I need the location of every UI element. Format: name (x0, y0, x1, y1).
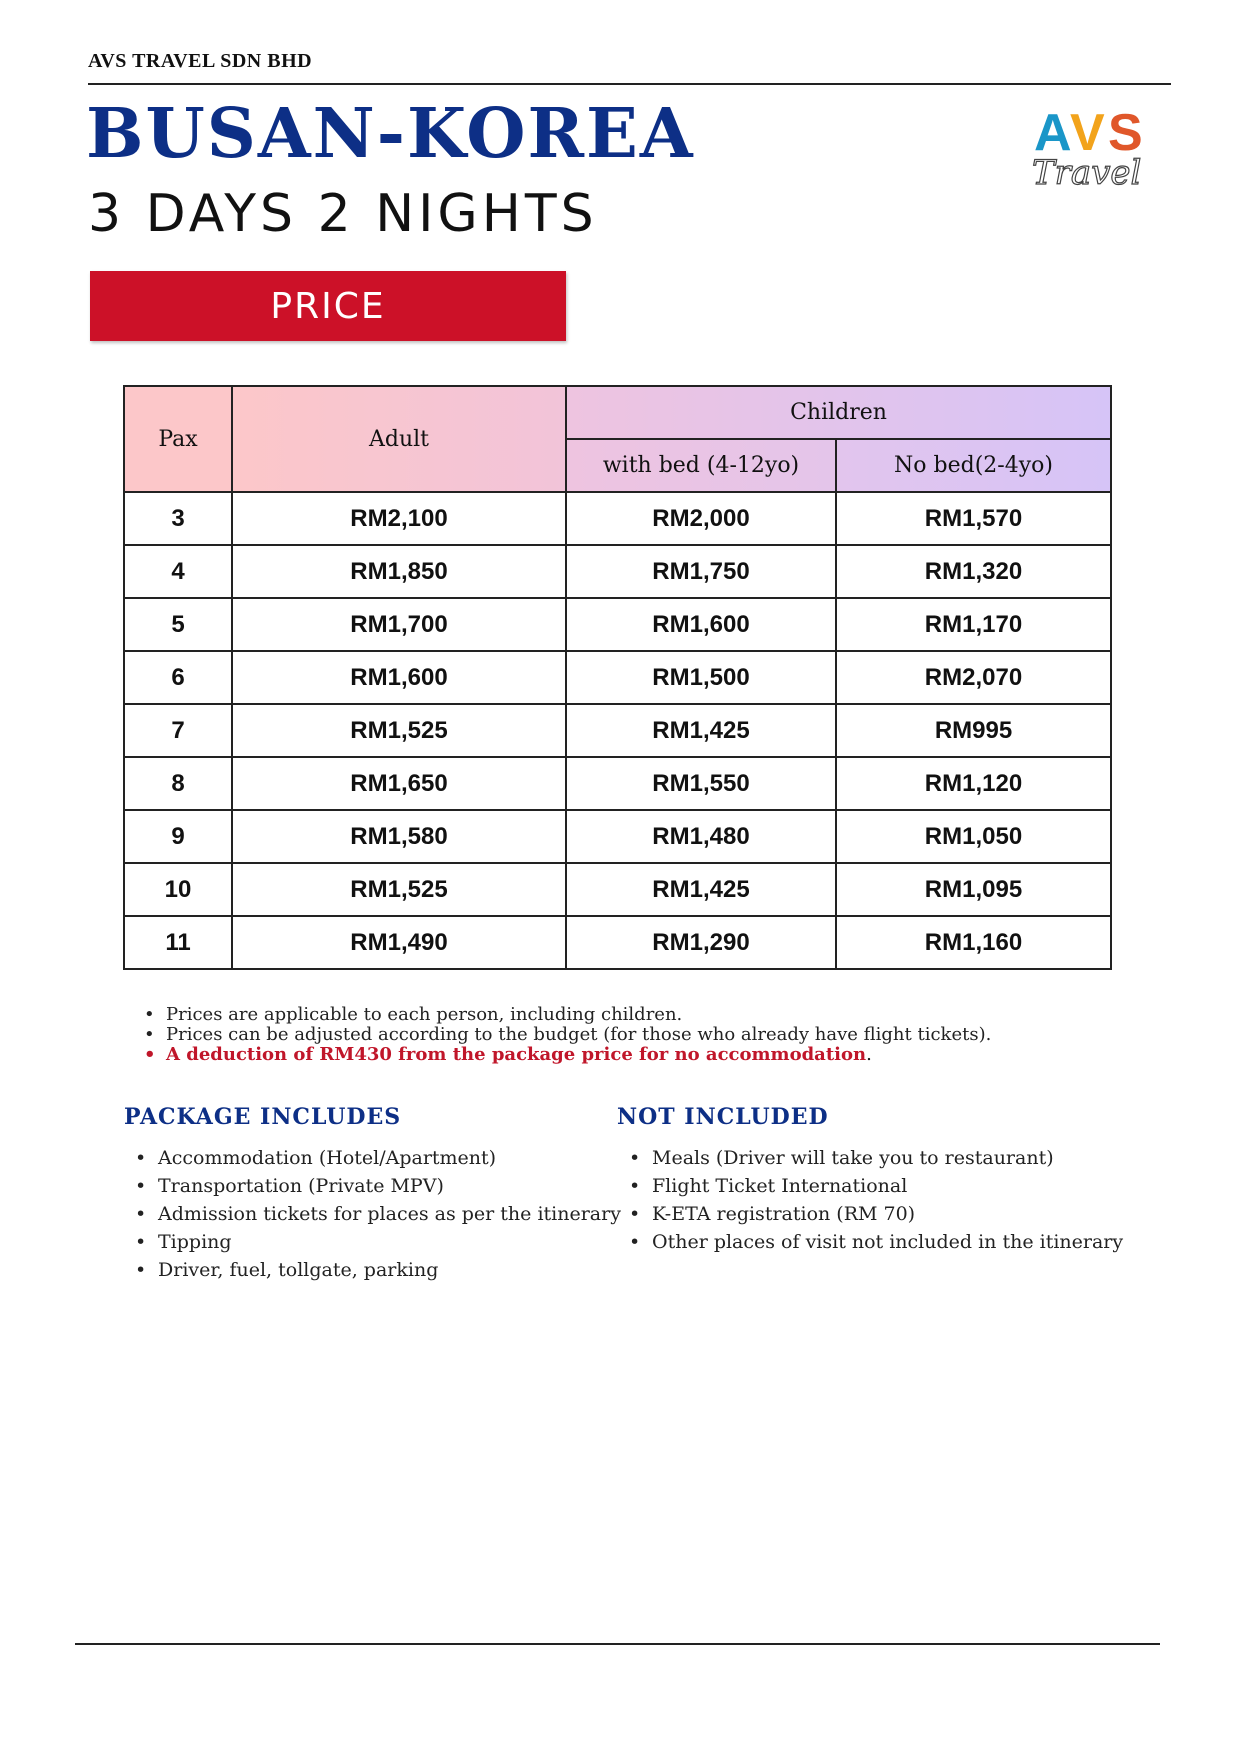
adult-price: RM1,650 (232, 757, 566, 810)
list-item: • Flight Ticket International (621, 1172, 1123, 1200)
with-bed-price: RM1,480 (566, 810, 836, 863)
header-pax: Pax (124, 386, 232, 492)
pax-cell: 8 (124, 757, 232, 810)
page-title: BUSAN-KOREA (86, 94, 695, 174)
footer-divider (75, 1643, 1160, 1645)
adult-price: RM2,100 (232, 492, 566, 545)
package-includes-title: PACKAGE INCLUDES (124, 1104, 402, 1130)
adult-price: RM1,525 (232, 704, 566, 757)
header-divider (88, 83, 1171, 85)
with-bed-price: RM1,500 (566, 651, 836, 704)
no-bed-price: RM2,070 (836, 651, 1111, 704)
no-bed-price: RM1,095 (836, 863, 1111, 916)
with-bed-price: RM1,425 (566, 863, 836, 916)
no-bed-price: RM1,160 (836, 916, 1111, 969)
note-item: • Prices are applicable to each person, including children. (138, 1005, 991, 1025)
list-item: • Tipping (127, 1228, 621, 1256)
note-highlight-text: A deduction of RM430 from the package price for no accommodation (166, 1044, 867, 1065)
not-included-title: NOT INCLUDED (617, 1104, 829, 1130)
adult-price: RM1,600 (232, 651, 566, 704)
with-bed-price: RM1,550 (566, 757, 836, 810)
pax-cell: 6 (124, 651, 232, 704)
adult-price: RM1,850 (232, 545, 566, 598)
header-adult: Adult (232, 386, 566, 492)
package-includes-list (127, 1144, 621, 1284)
pax-cell: 10 (124, 863, 232, 916)
table-row (124, 916, 1111, 969)
header-children: Children (566, 386, 1111, 439)
no-bed-price: RM1,570 (836, 492, 1111, 545)
page-subtitle: 3 DAYS 2 NIGHTS (88, 184, 598, 244)
pax-cell: 11 (124, 916, 232, 969)
price-banner-label: PRICE (270, 285, 386, 327)
company-name: AVS TRAVEL SDN BHD (88, 50, 313, 72)
with-bed-price: RM2,000 (566, 492, 836, 545)
table-row (124, 492, 1111, 545)
table-row (124, 545, 1111, 598)
pax-cell: 3 (124, 492, 232, 545)
pax-cell: 7 (124, 704, 232, 757)
table-row (124, 863, 1111, 916)
pax-cell: 5 (124, 598, 232, 651)
list-item: • Driver, fuel, tollgate, parking (127, 1256, 621, 1284)
adult-price: RM1,700 (232, 598, 566, 651)
list-item: • Other places of visit not included in the itinerary (621, 1228, 1123, 1256)
note-item: • Prices can be adjusted according to the budget (for those who already have flight tickets). (138, 1025, 991, 1045)
not-included-list (621, 1144, 1123, 1256)
list-item: • Accommodation (Hotel/Apartment) (127, 1144, 621, 1172)
no-bed-price: RM1,050 (836, 810, 1111, 863)
no-bed-price: RM1,320 (836, 545, 1111, 598)
pax-cell: 9 (124, 810, 232, 863)
no-bed-price: RM1,120 (836, 757, 1111, 810)
table-row (124, 598, 1111, 651)
with-bed-price: RM1,750 (566, 545, 836, 598)
with-bed-price: RM1,290 (566, 916, 836, 969)
adult-price: RM1,490 (232, 916, 566, 969)
price-banner (90, 271, 566, 341)
note-highlight-suffix: . (866, 1044, 872, 1065)
list-item: • Transportation (Private MPV) (127, 1172, 621, 1200)
svg-text:V: V (1070, 104, 1105, 162)
table-row (124, 810, 1111, 863)
svg-text:S: S (1108, 104, 1143, 162)
list-item: • Meals (Driver will take you to restaurant) (621, 1144, 1123, 1172)
with-bed-price: RM1,425 (566, 704, 836, 757)
price-table (123, 385, 1112, 970)
table-row (124, 651, 1111, 704)
no-bed-price: RM1,170 (836, 598, 1111, 651)
with-bed-price: RM1,600 (566, 598, 836, 651)
list-item: • K-ETA registration (RM 70) (621, 1200, 1123, 1228)
no-bed-price: RM995 (836, 704, 1111, 757)
adult-price: RM1,525 (232, 863, 566, 916)
adult-price: RM1,580 (232, 810, 566, 863)
note-item-highlight (138, 1045, 991, 1065)
avs-travel-logo (1030, 104, 1160, 196)
pax-cell: 4 (124, 545, 232, 598)
table-row (124, 757, 1111, 810)
header-with-bed: with bed (4-12yo) (566, 439, 836, 492)
list-item: • Admission tickets for places as per the itinerary (127, 1200, 621, 1228)
table-row (124, 704, 1111, 757)
price-notes (138, 1005, 991, 1065)
svg-text:A: A (1034, 104, 1072, 162)
svg-text:Travel: Travel (1032, 153, 1142, 193)
header-no-bed: No bed(2-4yo) (836, 439, 1111, 492)
